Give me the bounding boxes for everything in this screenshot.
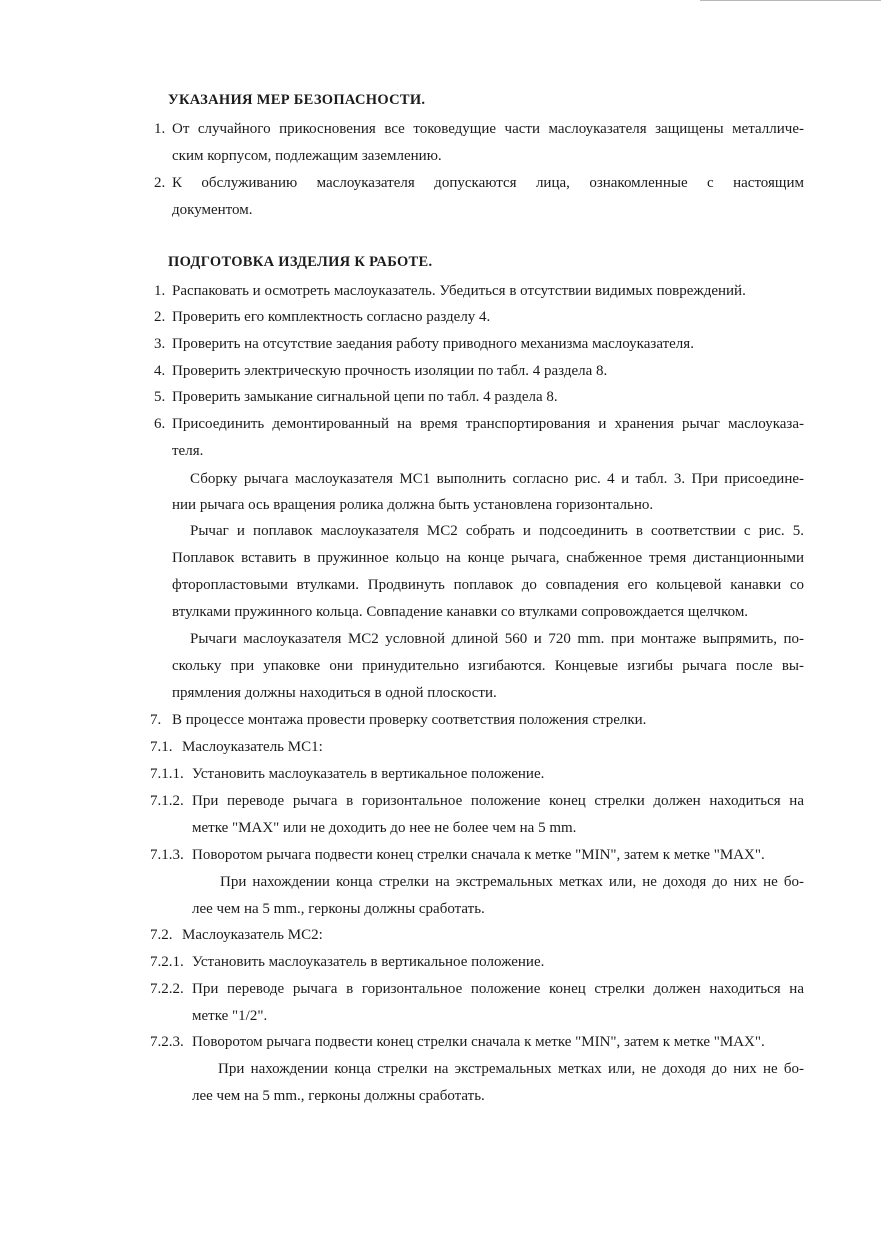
item-7-1-2-line-2: метке "MAX" или не доходить до нее не более чем на 5 mm. [192, 820, 577, 836]
levers-para-line-3: прямления должны находиться в одной плоскости. [172, 685, 497, 701]
prep-item-3-number: 3. [154, 336, 166, 352]
item-7-2-2-line-1: При переводе рычага в горизонтальное положение конец стрелки должен находиться на [192, 981, 804, 997]
item-7-2-2-line-2: метке "1/2". [192, 1008, 268, 1024]
item-7-2-text: Маслоуказатель МС2: [182, 927, 323, 943]
safety-item-2-number: 2. [154, 175, 166, 191]
ms1-para-line-1: Сборку рычага маслоуказателя МС1 выполнить согласно рис. 4 и табл. 3. При присоедине- [190, 471, 804, 487]
prep-item-4-text: Проверить электрическую прочность изоляции по табл. 4 раздела 8. [172, 363, 608, 379]
prep-item-6-line-1: Присоединить демонтированный на время транспортирования и хранения рычаг маслоуказа- [172, 416, 804, 432]
ms2-para-line-3: фторопластовыми втулками. Продвинуть поплавок до совпадения его кольцевой канавки со [172, 577, 804, 593]
prep-heading: ПОДГОТОВКА ИЗДЕЛИЯ К РАБОТЕ. [168, 254, 433, 270]
item-7-2-1-text: Установить маслоуказатель в вертикальное положение. [192, 954, 545, 970]
item-7-number: 7. [150, 712, 162, 728]
levers-para-line-2: скольку при упаковке они принудительно изгибаются. Концевые изгибы рычага после вы- [172, 658, 804, 674]
safety-heading: УКАЗАНИЯ МЕР БЕЗОПАСНОСТИ. [168, 92, 426, 108]
prep-item-6-line-2: теля. [172, 443, 204, 459]
item-7-2-2-number: 7.2.2. [150, 981, 184, 997]
scan-edge-line [700, 0, 881, 1]
item-7-1-3-para-line-2: лее чем на 5 mm., герконы должны сработать. [192, 901, 485, 917]
item-7-text: В процессе монтажа провести проверку соответствия положения стрелки. [172, 712, 647, 728]
item-7-1-2-line-1: При переводе рычага в горизонтальное положение конец стрелки должен находиться на [192, 793, 804, 809]
safety-item-2-line-1: К обслуживанию маслоуказателя допускаются лица, ознакомленные с настоящим [172, 175, 804, 191]
prep-item-5-number: 5. [154, 389, 166, 405]
item-7-2-3-para-line-1: При нахождении конца стрелки на экстремальных метках или, не доходя до них не бо- [218, 1061, 804, 1077]
prep-item-4-number: 4. [154, 363, 166, 379]
safety-item-1-line-1: От случайного прикосновения все токоведущие части маслоуказателя защищены металличе- [172, 121, 804, 137]
item-7-2-number: 7.2. [150, 927, 173, 943]
prep-item-2-text: Проверить его комплектность согласно разделу 4. [172, 309, 491, 325]
prep-item-3-text: Проверить на отсутствие заедания работу приводного механизма маслоуказателя. [172, 336, 694, 352]
prep-item-1-text: Распаковать и осмотреть маслоуказатель. Убедиться в отсутствии видимых повреждений. [172, 283, 746, 299]
item-7-1-1-number: 7.1.1. [150, 766, 184, 782]
ms1-para-line-2: нии рычага ось вращения ролика должна быть установлена горизонтально. [172, 497, 654, 513]
item-7-1-1-text: Установить маслоуказатель в вертикальное положение. [192, 766, 545, 782]
item-7-2-3-number: 7.2.3. [150, 1034, 184, 1050]
levers-para-line-1: Рычаги маслоуказателя МС2 условной длиной 560 и 720 mm. при монтаже выпрямить, по- [190, 631, 804, 647]
prep-item-6-number: 6. [154, 416, 166, 432]
item-7-1-text: Маслоуказатель МС1: [182, 739, 323, 755]
prep-item-2-number: 2. [154, 309, 166, 325]
prep-item-1-number: 1. [154, 283, 166, 299]
item-7-1-3-number: 7.1.3. [150, 847, 184, 863]
item-7-1-3-para-line-1: При нахождении конца стрелки на экстремальных метках или, не доходя до них не бо- [220, 874, 804, 890]
ms2-para-line-1: Рычаг и поплавок маслоуказателя МС2 собрать и подсоединить в соответствии с рис. 5. [190, 523, 804, 539]
item-7-2-3-para-line-2: лее чем на 5 mm., герконы должны сработать. [192, 1088, 485, 1104]
item-7-1-2-number: 7.1.2. [150, 793, 184, 809]
safety-item-1-number: 1. [154, 121, 166, 137]
ms2-para-line-2: Поплавок вставить в пружинное кольцо на конце рычага, снабженное тремя дистанционными [172, 550, 804, 566]
item-7-1-number: 7.1. [150, 739, 173, 755]
item-7-2-1-number: 7.2.1. [150, 954, 184, 970]
safety-item-2-line-2: документом. [172, 202, 253, 218]
prep-item-5-text: Проверить замыкание сигнальной цепи по табл. 4 раздела 8. [172, 389, 558, 405]
safety-item-1-line-2: ским корпусом, подлежащим заземлению. [172, 148, 442, 164]
item-7-1-3-text: Поворотом рычага подвести конец стрелки сначала к метке "MIN", затем к метке "MAX". [192, 847, 765, 863]
item-7-2-3-text: Поворотом рычага подвести конец стрелки сначала к метке "MIN", затем к метке "MAX". [192, 1034, 765, 1050]
ms2-para-line-4: втулками пружинного кольца. Совпадение канавки со втулками сопровождается щелчком. [172, 604, 749, 620]
